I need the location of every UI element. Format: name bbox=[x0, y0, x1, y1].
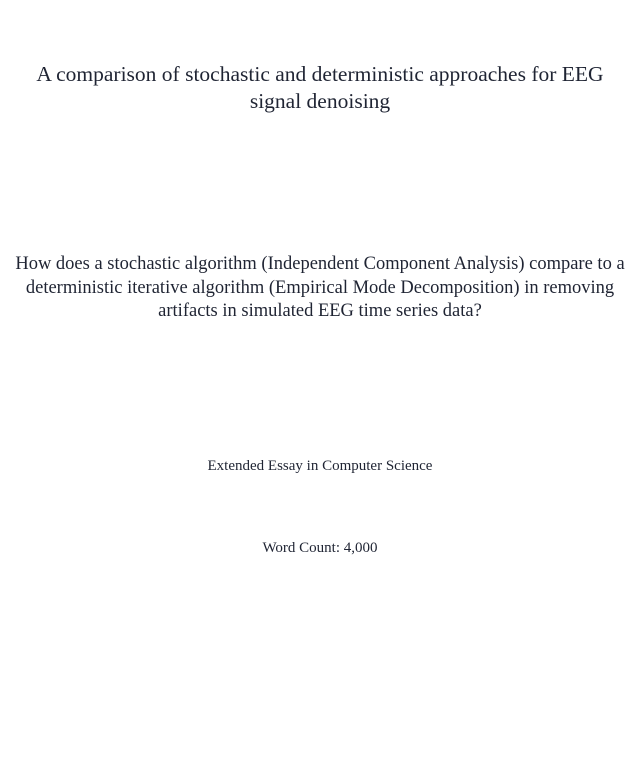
essay-subject: Extended Essay in Computer Science bbox=[207, 458, 433, 474]
word-count: Word Count: 4,000 bbox=[262, 540, 378, 556]
research-question: How does a stochastic algorithm (Independent Component Analysis) compare to a deterministic iterative algorithm (Empirical Mode Decomposition) in removing artifacts in simulated EEG time series data? bbox=[15, 254, 625, 321]
essay-title: A comparison of stochastic and deterministic approaches for EEG signal denoising bbox=[36, 62, 604, 113]
